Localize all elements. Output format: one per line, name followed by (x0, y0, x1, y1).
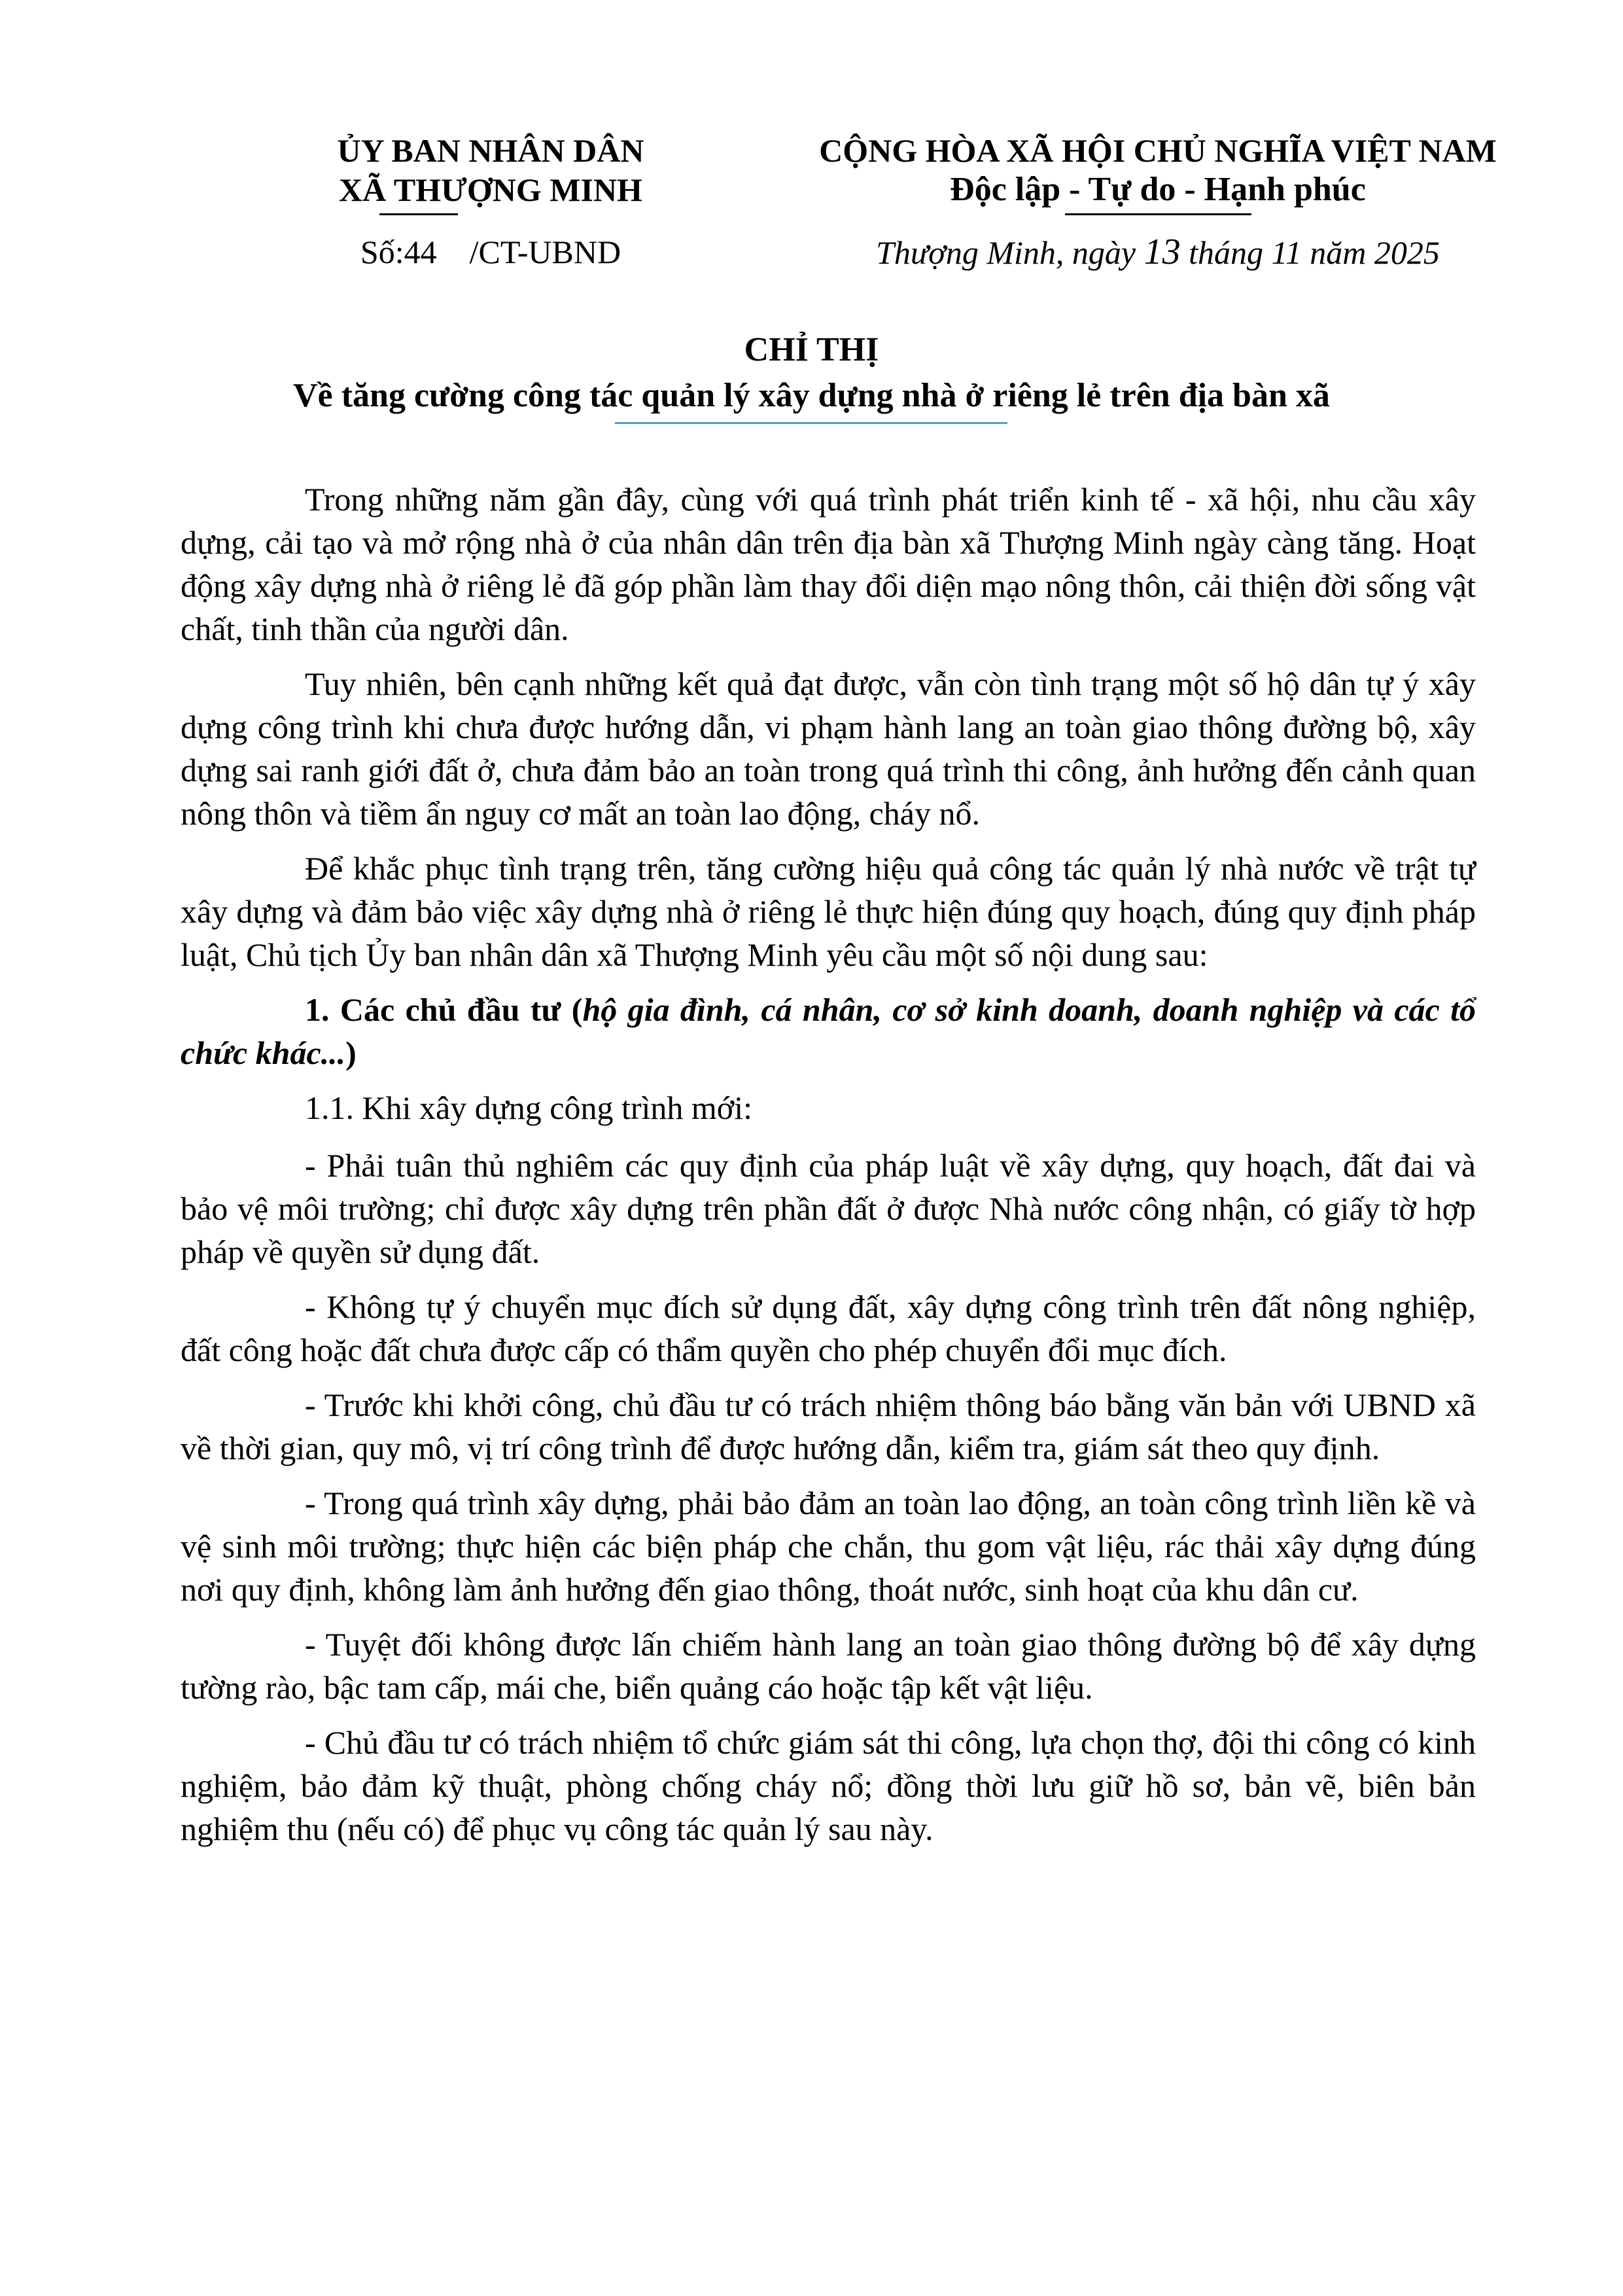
place-date-prefix: Thượng Minh, ngày (876, 234, 1144, 271)
issuing-agency-block (275, 131, 707, 215)
agency-name-line1: ỦY BAN NHÂN DÂN (337, 132, 644, 169)
national-motto-block (778, 131, 1537, 215)
list-item: - Chủ đầu tư có trách nhiệm tổ chức giám sát thi công, lựa chọn thợ, đội thi công có kinh nghiệm, bảo đảm kỹ thuật, phòng chống cháy nổ; đồng thời lưu giữ hồ sơ, bản vẽ, biên bản nghiệm thu (nếu có) để phục vụ công tác quản lý sau này. (181, 1724, 1476, 1847)
agency-underline (379, 213, 458, 215)
document-subject: Về tăng cường công tác quản lý xây dựng nhà ở riêng lẻ trên địa bàn xã (293, 377, 1330, 414)
intro-paragraph-2: Tuy nhiên, bên cạnh những kết quả đạt được, vẫn còn tình trạng một số hộ dân tự ý xây dựng công trình khi chưa được hướng dẫn, vi phạm hành lang an toàn giao thông đường bộ, xây dựng sai ranh giới đất ở, chưa đảm bảo an toàn trong quá trình thi công, ảnh hưởng đến cảnh quan nông thôn và tiềm ẩn nguy cơ mất an toàn lao động, cháy nổ. (181, 665, 1476, 832)
agency-name-line2: XÃ THƯỢNG MINH (339, 171, 642, 208)
section-1-heading-close: ) (345, 1034, 357, 1071)
intro-paragraph-1: Trong những năm gần đây, cùng với quá trình phát triển kinh tế - xã hội, nhu cầu xây dựng, cải tạo và mở rộng nhà ở của nhân dân trên địa bàn xã Thượng Minh ngày càng tăng. Hoạt động xây dựng nhà ở riêng lẻ đã góp phần làm thay đổi diện mạo nông thôn, cải thiện đời sống vật chất, tinh thần của người dân. (181, 481, 1476, 647)
nation-motto: Độc lập - Tự do - Hạnh phúc (950, 171, 1366, 208)
list-item: - Tuyệt đối không được lấn chiếm hành lang an toàn giao thông đường bộ để xây dựng tường rào, bậc tam cấp, mái che, biển quảng cáo hoặc tập kết vật liệu. (181, 1626, 1476, 1706)
section-1-heading-bold: 1. Các chủ đầu tư ( (305, 991, 583, 1028)
intro-paragraph-3: Để khắc phục tình trạng trên, tăng cường hiệu quả công tác quản lý nhà nước về trật tự xây dựng và đảm bảo việc xây dựng nhà ở riêng lẻ thực hiện đúng quy hoạch, đúng quy định pháp luật, Chủ tịch Ủy ban nhân dân xã Thượng Minh yêu cầu một số nội dung sau: (181, 850, 1476, 973)
section-1-heading-italic: hộ gia đình, cá nhân, cơ sở kinh doanh, doanh nghiệp và các tổ chức khác... (181, 991, 1476, 1071)
document-body (181, 478, 1476, 1862)
list-item: - Không tự ý chuyển mục đích sử dụng đất, xây dựng công trình trên đất nông nghiệp, đất công hoặc đất chưa được cấp có thẩm quyền cho phép chuyển đổi mục đích. (181, 1288, 1476, 1368)
list-item: - Trong quá trình xây dựng, phải bảo đảm an toàn lao động, an toàn công trình liền kề và vệ sinh môi trường; thực hiện các biện pháp che chắn, thu gom vật liệu, rác thải xây dựng đúng nơi quy định, không làm ảnh hưởng đến giao thông, thoát nước, sinh hoạt của khu dân cư. (181, 1485, 1476, 1608)
place-date-suffix: tháng 11 năm 2025 (1180, 234, 1440, 271)
document-type-title: CHỈ THỊ (744, 331, 879, 368)
motto-underline (1065, 213, 1251, 215)
subsection-1-1-heading: 1.1. Khi xây dựng công trình mới: (305, 1089, 753, 1126)
nation-name: CỘNG HÒA XÃ HỘI CHỦ NGHĨA VIỆT NAM (819, 132, 1497, 169)
date-day: 13 (1143, 232, 1181, 272)
title-underline (615, 422, 1007, 424)
list-item: - Phải tuân thủ nghiêm các quy định của pháp luật về xây dựng, quy hoạch, đất đai và bảo vệ môi trường; chỉ được xây dựng trên phần đất ở được Nhà nước công nhận, có giấy tờ hợp pháp về quyền sử dụng đất. (181, 1147, 1476, 1270)
list-item: - Trước khi khởi công, chủ đầu tư có trách nhiệm thông báo bằng văn bản với UBND xã về thời gian, quy mô, vị trí công trình để được hướng dẫn, kiểm tra, giám sát theo quy định. (181, 1386, 1476, 1466)
place-and-date (778, 232, 1537, 272)
document-number: Số:44 /CT-UBND (360, 234, 621, 270)
section-1-heading (181, 988, 1476, 1074)
